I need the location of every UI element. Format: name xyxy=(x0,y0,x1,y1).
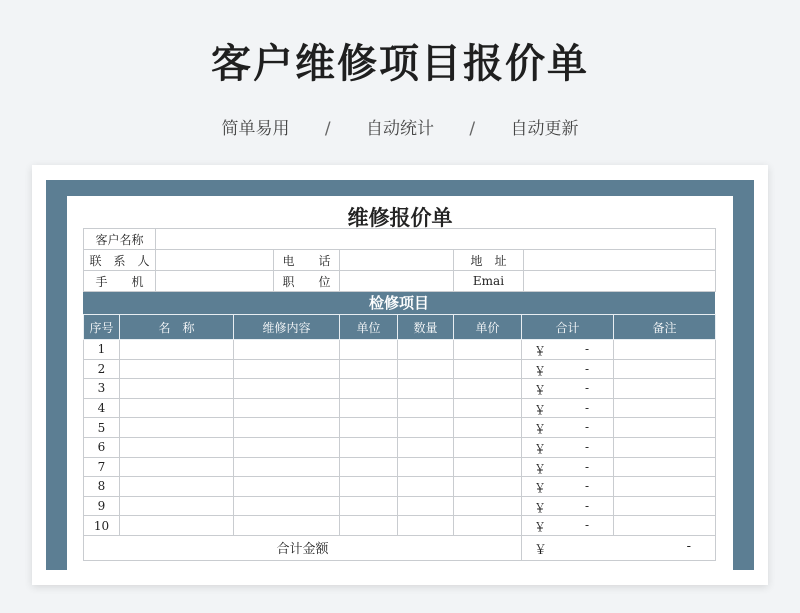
row-content-cell[interactable] xyxy=(234,516,340,536)
row-price-cell[interactable] xyxy=(454,496,522,516)
subtitle-separator: / xyxy=(469,119,476,139)
currency-symbol: ￥ xyxy=(534,441,547,456)
table-row xyxy=(84,496,716,516)
row-name-cell[interactable] xyxy=(120,359,234,379)
row-qty-cell[interactable] xyxy=(398,379,454,399)
row-total-value: - xyxy=(584,400,589,415)
row-total-cell xyxy=(522,477,614,497)
row-note-cell[interactable] xyxy=(614,516,716,536)
currency-symbol: ￥ xyxy=(534,520,547,535)
row-note-cell[interactable] xyxy=(614,379,716,399)
row-price-cell[interactable] xyxy=(454,516,522,536)
row-price-cell[interactable] xyxy=(454,457,522,477)
row-qty-cell[interactable] xyxy=(398,418,454,438)
sum-row xyxy=(84,535,716,560)
items-header-row xyxy=(84,315,716,340)
subtitle-separator: / xyxy=(324,119,331,139)
items-table xyxy=(83,314,716,561)
info-row xyxy=(84,229,716,250)
row-note-cell[interactable] xyxy=(614,437,716,457)
info-value-cell[interactable] xyxy=(524,250,716,271)
row-name-cell[interactable] xyxy=(120,457,234,477)
subtitle-item: 自动更新 xyxy=(510,119,579,139)
row-note-cell[interactable] xyxy=(614,457,716,477)
row-total-value: - xyxy=(584,342,589,356)
row-qty-cell[interactable] xyxy=(398,398,454,418)
row-qty-cell[interactable] xyxy=(398,437,454,457)
row-price-cell[interactable] xyxy=(454,437,522,457)
row-total-cell xyxy=(522,340,614,360)
row-total-cell xyxy=(522,379,614,399)
row-price-cell[interactable] xyxy=(454,340,522,360)
row-unit-cell[interactable] xyxy=(340,359,398,379)
currency-symbol: ￥ xyxy=(534,542,548,558)
row-content-cell[interactable] xyxy=(234,379,340,399)
row-content-cell[interactable] xyxy=(234,477,340,497)
row-total-cell xyxy=(522,359,614,379)
row-qty-cell[interactable] xyxy=(398,359,454,379)
info-value-cell[interactable] xyxy=(340,271,454,292)
currency-symbol: ￥ xyxy=(534,402,547,417)
row-qty-cell[interactable] xyxy=(398,477,454,497)
table-row xyxy=(84,437,716,457)
row-total-value: - xyxy=(584,518,589,533)
section-title: 检修项目 xyxy=(83,292,715,314)
row-price-cell[interactable] xyxy=(454,359,522,379)
table-row xyxy=(84,379,716,399)
row-total-cell xyxy=(522,437,614,457)
info-label: 客户名称 xyxy=(84,229,156,250)
page-title: 客户维修项目报价单 xyxy=(211,41,589,87)
currency-symbol: ￥ xyxy=(534,481,547,496)
table-row xyxy=(84,477,716,497)
row-name-cell[interactable] xyxy=(120,379,234,399)
row-unit-cell[interactable] xyxy=(340,379,398,399)
row-total-value: - xyxy=(584,459,589,474)
row-content-cell[interactable] xyxy=(234,340,340,360)
row-note-cell[interactable] xyxy=(614,418,716,438)
row-note-cell[interactable] xyxy=(614,477,716,497)
column-header-no: 序号 xyxy=(84,315,120,340)
row-total-cell xyxy=(522,496,614,516)
row-note-cell[interactable] xyxy=(614,496,716,516)
row-content-cell[interactable] xyxy=(234,418,340,438)
row-qty-cell[interactable] xyxy=(398,457,454,477)
row-total-value: - xyxy=(584,420,589,435)
row-unit-cell[interactable] xyxy=(340,477,398,497)
currency-symbol: ￥ xyxy=(534,383,547,398)
row-name-cell[interactable] xyxy=(120,437,234,457)
row-price-cell[interactable] xyxy=(454,418,522,438)
row-unit-cell[interactable] xyxy=(340,437,398,457)
info-label: 地 址 xyxy=(454,250,524,271)
row-total-value: - xyxy=(584,361,589,376)
currency-symbol: ￥ xyxy=(534,422,547,437)
row-no-cell: 8 xyxy=(84,477,120,497)
row-name-cell[interactable] xyxy=(120,340,234,360)
row-total-cell xyxy=(522,516,614,536)
row-total-cell xyxy=(522,398,614,418)
info-value-cell[interactable] xyxy=(156,250,274,271)
row-unit-cell[interactable] xyxy=(340,496,398,516)
row-no-cell: 5 xyxy=(84,418,120,438)
currency-symbol: ￥ xyxy=(534,500,547,515)
sum-label: 合计金额 xyxy=(84,535,522,560)
currency-symbol: ￥ xyxy=(534,363,547,378)
column-header-unit: 单位 xyxy=(340,315,398,340)
row-no-cell: 6 xyxy=(84,437,120,457)
row-content-cell[interactable] xyxy=(234,496,340,516)
row-unit-cell[interactable] xyxy=(340,418,398,438)
row-no-cell: 4 xyxy=(84,398,120,418)
info-row xyxy=(84,250,716,271)
row-content-cell[interactable] xyxy=(234,457,340,477)
row-name-cell[interactable] xyxy=(120,516,234,536)
info-label: 电 话 xyxy=(274,250,340,271)
row-name-cell[interactable] xyxy=(120,496,234,516)
row-total-value: - xyxy=(584,479,589,494)
row-price-cell[interactable] xyxy=(454,379,522,399)
info-value-cell[interactable] xyxy=(156,229,716,250)
row-total-value: - xyxy=(584,439,589,454)
row-no-cell: 7 xyxy=(84,457,120,477)
row-content-cell[interactable] xyxy=(234,437,340,457)
table-row xyxy=(84,398,716,418)
info-label: 职 位 xyxy=(274,271,340,292)
row-qty-cell[interactable] xyxy=(398,496,454,516)
row-unit-cell[interactable] xyxy=(340,457,398,477)
table-row xyxy=(84,516,716,536)
row-unit-cell[interactable] xyxy=(340,516,398,536)
info-label: 联 系 人 xyxy=(84,250,156,271)
column-header-price: 单价 xyxy=(454,315,522,340)
row-content-cell[interactable] xyxy=(234,398,340,418)
sum-value-cell xyxy=(522,535,716,560)
row-no-cell: 2 xyxy=(84,359,120,379)
row-no-cell: 1 xyxy=(84,340,120,360)
preview-card xyxy=(32,165,768,585)
column-header-note: 备注 xyxy=(614,315,716,340)
row-qty-cell[interactable] xyxy=(398,516,454,536)
quote-sheet xyxy=(67,196,733,570)
row-price-cell[interactable] xyxy=(454,477,522,497)
column-header-total: 合计 xyxy=(522,315,614,340)
subtitle-item: 简单易用 xyxy=(221,119,290,139)
column-header-content: 维修内容 xyxy=(234,315,340,340)
row-no-cell: 3 xyxy=(84,379,120,399)
table-row xyxy=(84,340,716,360)
row-total-value: - xyxy=(584,498,589,513)
row-name-cell[interactable] xyxy=(120,477,234,497)
column-header-qty: 数量 xyxy=(398,315,454,340)
info-label: Emai xyxy=(454,271,524,292)
table-row xyxy=(84,359,716,379)
customer-info-table xyxy=(83,228,716,292)
sheet-title: 维修报价单 xyxy=(347,205,453,230)
info-label: 手 机 xyxy=(84,271,156,292)
currency-symbol: ￥ xyxy=(534,461,547,476)
column-header-name: 名 称 xyxy=(120,315,234,340)
row-unit-cell[interactable] xyxy=(340,340,398,360)
info-value-cell[interactable] xyxy=(524,271,716,292)
row-note-cell[interactable] xyxy=(614,398,716,418)
subtitle-item: 自动统计 xyxy=(366,119,434,139)
page-subtitle xyxy=(0,114,800,139)
row-total-cell xyxy=(522,457,614,477)
row-content-cell[interactable] xyxy=(234,359,340,379)
row-unit-cell[interactable] xyxy=(340,398,398,418)
row-price-cell[interactable] xyxy=(454,398,522,418)
info-value-cell[interactable] xyxy=(156,271,274,292)
row-note-cell[interactable] xyxy=(614,340,716,360)
row-no-cell: 10 xyxy=(84,516,120,536)
row-total-cell xyxy=(522,418,614,438)
row-name-cell[interactable] xyxy=(120,418,234,438)
row-name-cell[interactable] xyxy=(120,398,234,418)
row-qty-cell[interactable] xyxy=(398,340,454,360)
info-value-cell[interactable] xyxy=(340,250,454,271)
row-total-value: - xyxy=(584,381,589,396)
row-no-cell: 9 xyxy=(84,496,120,516)
info-row xyxy=(84,271,716,292)
table-row xyxy=(84,457,716,477)
currency-symbol: ￥ xyxy=(534,344,547,358)
row-note-cell[interactable] xyxy=(614,359,716,379)
table-row xyxy=(84,418,716,438)
sum-value: - xyxy=(686,538,691,554)
